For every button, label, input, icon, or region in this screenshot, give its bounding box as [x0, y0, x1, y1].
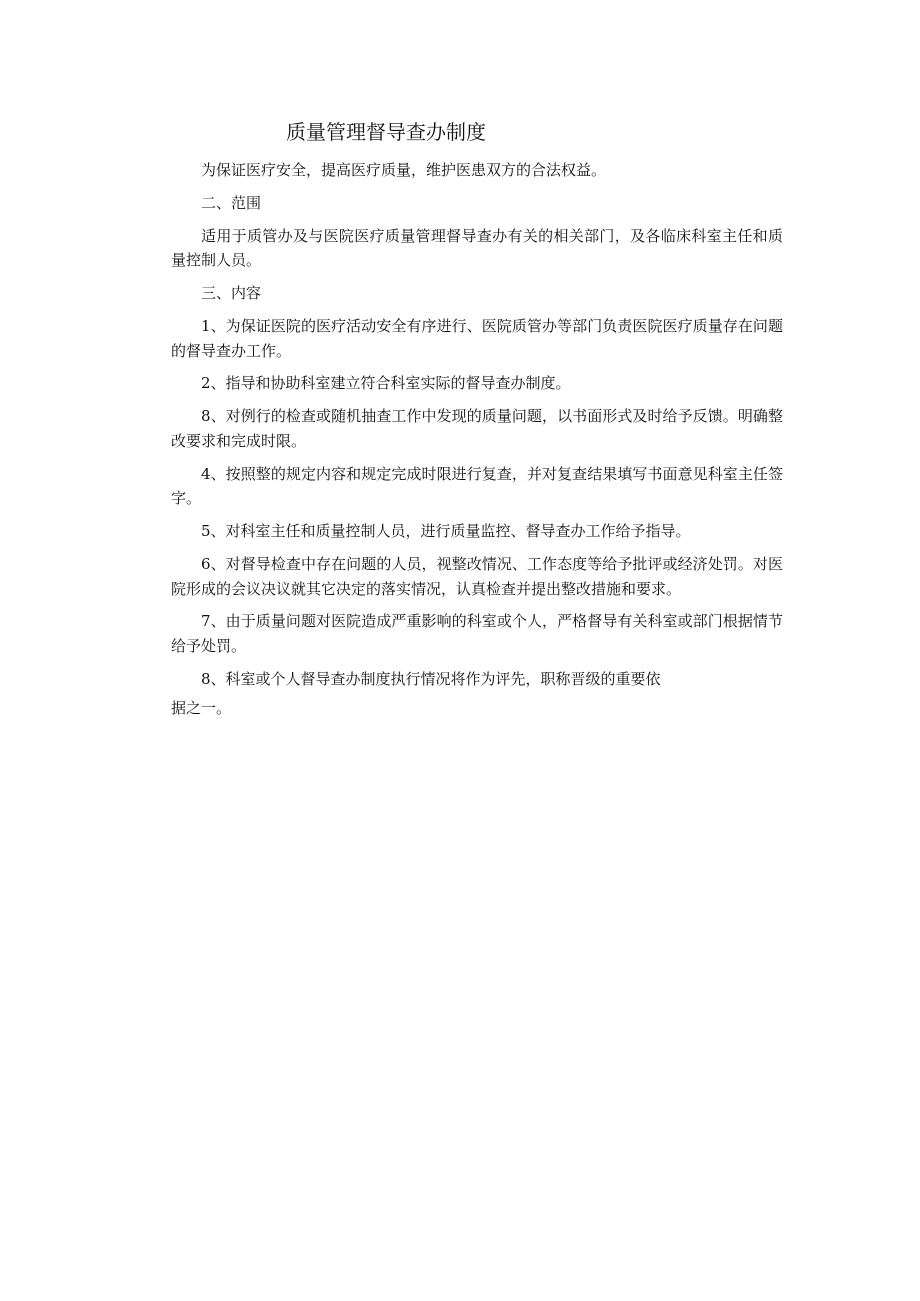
- list-item-7: 7、由于质量问题对医院造成严重影响的科室或个人，严格督导有关科室或部门根据情节给予处罚。: [171, 612, 783, 655]
- list-item-8-continuation: 据之一。: [171, 698, 232, 717]
- paragraph-scope: 适用于质管办及与医院医疗质量管理督导查办有关的相关部门，及各临床科室主任和质量控制人员。: [171, 226, 783, 270]
- list-item-8: 8、科室或个人督导查办制度执行情况将作为评先，职称晋级的重要依: [201, 669, 661, 688]
- section-heading-content: 三、内容: [201, 284, 262, 302]
- list-item-1: 1、为保证医院的医疗活动安全有序进行、医院质管办等部门负责医院医疗质量存在问题的督导查办工作。: [171, 316, 783, 360]
- document-title: 质量管理督导查办制度: [286, 120, 486, 144]
- list-item-6: 6、对督导检查中存在问题的人员，视整改情况、工作态度等给予批评或经济处罚。对医院形成的会议决议就其它决定的落实情况，认真检查并提出整改措施和要求。: [171, 554, 783, 598]
- document-body: [171, 158, 783, 728]
- list-item-2: 2、指导和协助科室建立符合科室实际的督导查办制度。: [201, 374, 571, 393]
- list-item-5: 5、对科室主任和质量控制人员，进行质量监控、督导查办工作给予指导。: [201, 522, 691, 540]
- section-heading-scope: 二、范围: [201, 193, 262, 212]
- paragraph-intro: 为保证医疗安全，提高医疗质量，维护医患双方的合法权益。: [201, 161, 607, 179]
- list-item-4: 4、按照整的规定内容和规定完成时限进行复查，并对复查结果填写书面意见科室主任签字。: [171, 464, 783, 508]
- list-item-3: 8、对例行的检查或随机抽查工作中发现的质量问题，以书面形式及时给予反馈。明确整改要求和完成时限。: [171, 407, 783, 450]
